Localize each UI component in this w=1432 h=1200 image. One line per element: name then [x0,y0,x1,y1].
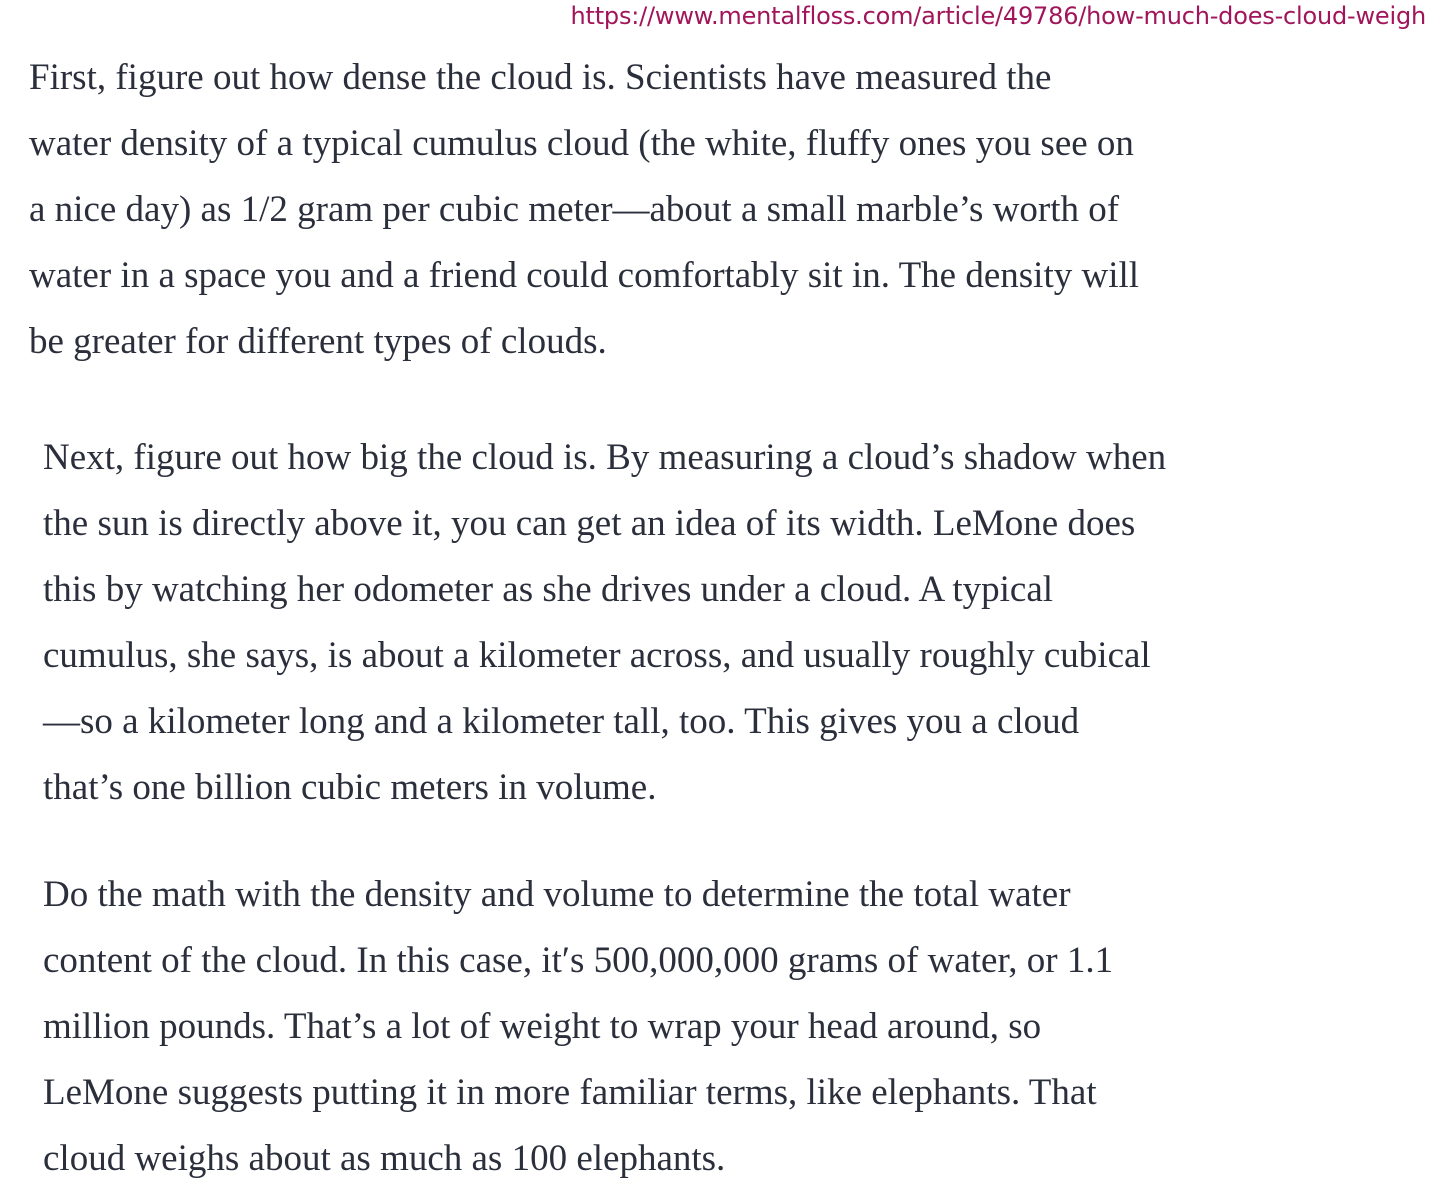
text-line: LeMone suggests putting it in more familiar terms, like elephants. That [43,1072,1097,1113]
text-line: million pounds. That’s a lot of weight to wrap your head around, so [43,1006,1042,1047]
text-line: Do the math with the density and volume to determine the total water [43,874,1071,915]
text-line: cloud weighs about as much as 100 elephants. [43,1138,726,1179]
text-line: water density of a typical cumulus cloud (the white, fluffy ones you see on [29,123,1134,164]
source-url-link[interactable]: https://www.mentalfloss.com/article/49786/how-much-does-cloud-weigh [570,2,1426,30]
text-line: —so a kilometer long and a kilometer tall, too. This gives you a cloud [43,701,1080,742]
text-line: that’s one billion cubic meters in volume. [43,767,657,808]
text-line: content of the cloud. In this case, it′s 500,000,000 grams of water, or 1.1 [43,940,1114,981]
text-line: water in a space you and a friend could comfortably sit in. The density will [29,255,1140,296]
text-line: Next, figure out how big the cloud is. By measuring a cloud’s shadow when [43,437,1167,478]
paragraph-density [29,45,1139,375]
text-line: First, figure out how dense the cloud is. Scientists have measured the [29,57,1052,98]
paragraph-size [43,425,1166,821]
text-line: the sun is directly above it, you can get an idea of its width. LeMone does [43,503,1136,544]
paragraph-math [43,862,1113,1192]
text-line: this by watching her odometer as she drives under a cloud. A typical [43,569,1054,610]
text-line: a nice day) as 1/2 gram per cubic meter—about a small marble’s worth of [29,189,1120,230]
text-line: cumulus, she says, is about a kilometer across, and usually roughly cubical [43,635,1151,676]
text-line: be greater for different types of clouds. [29,321,607,362]
